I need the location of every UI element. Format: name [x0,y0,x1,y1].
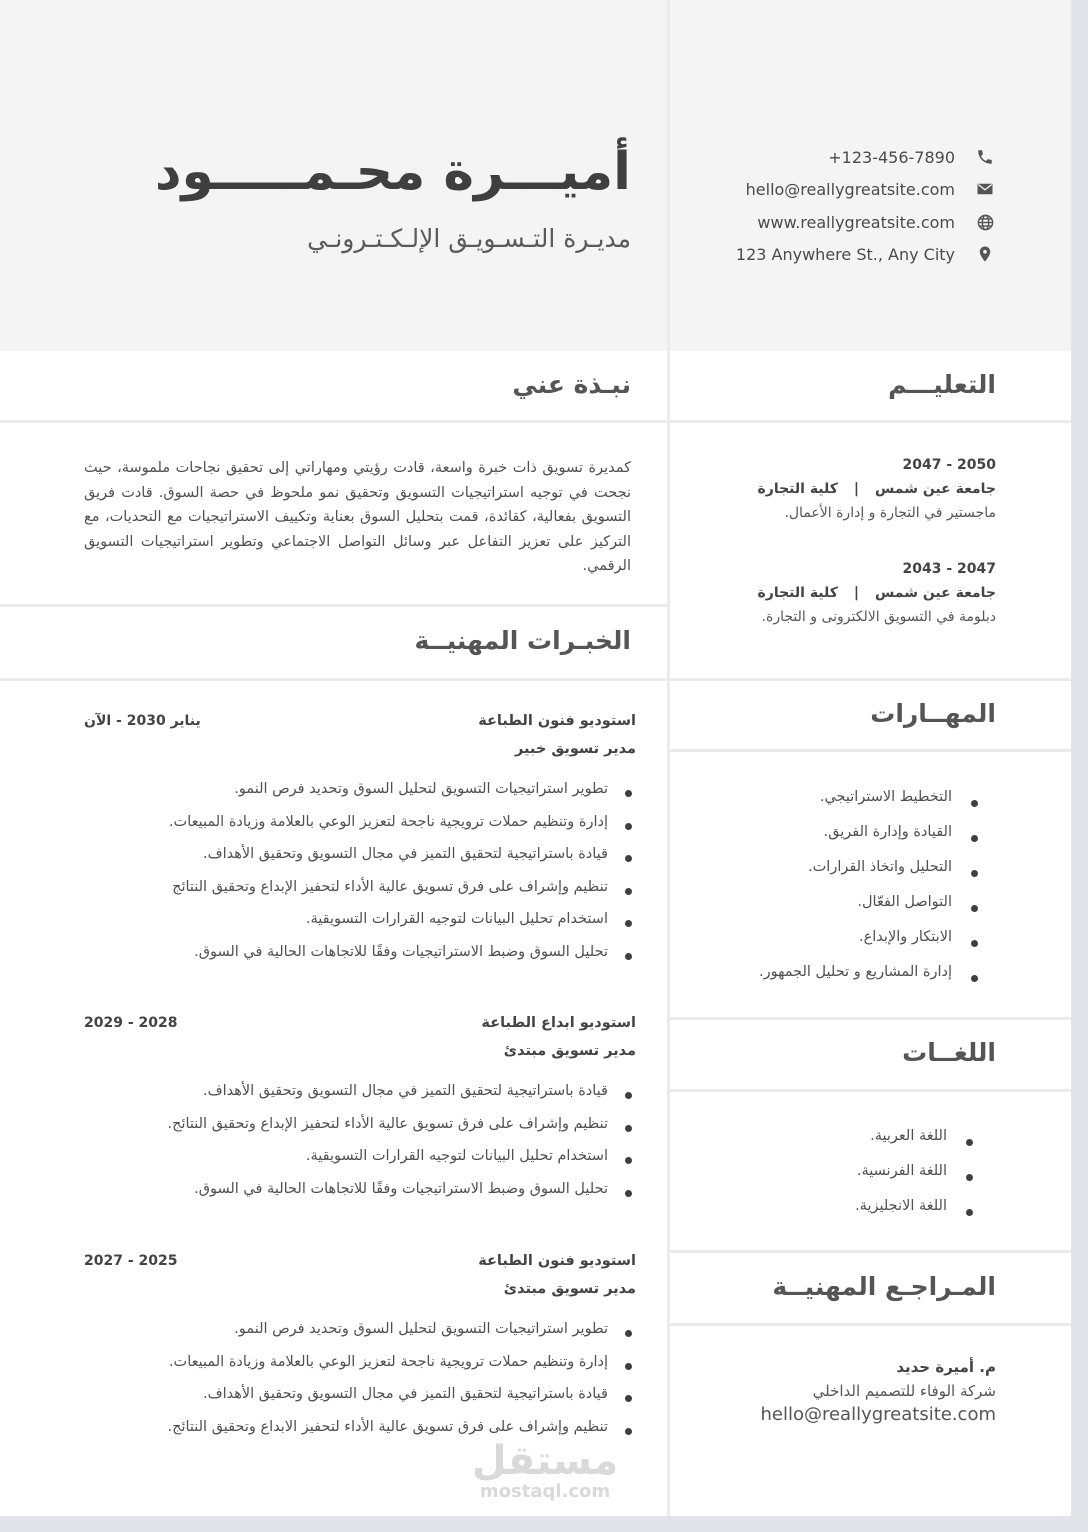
about-heading: نبـذة عني [512,370,631,399]
location-pin-icon [974,243,996,265]
list-item: تنظيم وإشراف على فرق تسويق عالية الأداء لتحفيز الإبداع وتحقيق النتائج [84,875,636,908]
contact-address [666,241,996,269]
list-item: إدارة المشاريع و تحليل الجمهور. [759,960,986,995]
university-name: جامعة عين شمس [875,585,996,601]
reference-company: شركة الوفاء للتصميم الداخلي [812,1382,996,1400]
job-role: مدير تسويق مبتدئ [503,1281,636,1297]
website-text[interactable]: www.reallygreatsite.com [757,213,955,232]
email-icon [974,178,996,200]
list-item: تطوير استراتيجيات التسويق لتحليل السوق وتحديد فرص النمو. [84,777,636,810]
list-item: الابتكار والإبداع. [759,925,986,960]
education-heading: التعليـــم [888,370,996,399]
contact-phone [666,144,996,172]
list-item: إدارة وتنظيم حملات ترويجية ناجحة لتعزيز الوعي بالعلامة وزيادة المبيعات. [84,810,636,843]
reference-entry [456,1358,996,1425]
education-divider [670,420,1071,423]
page-background-bottom [0,1516,1088,1532]
list-item: تنظيم وإشراف على فرق تسويق عالية الأداء لتحفيز الإبداع وتحقيق النتائج. [84,1112,636,1145]
job-role: مدير تسويق خبير [514,741,636,757]
watermark-arabic: مستقل [471,1438,619,1484]
reference-email[interactable]: hello@reallygreatsite.com [760,1404,996,1425]
list-item: القيادة وإدارة الفريق. [759,820,986,855]
job-company: استوديو ابداع الطباعة [481,1015,636,1031]
education-institution: جامعة عين شمس|كلية التجارة [757,481,996,497]
phone-text: +123-456-7890 [828,148,955,167]
skills-list [759,785,986,995]
job-2 [84,1015,636,1209]
job-date: 2025 - 2027 [84,1253,178,1269]
education-item-2 [476,561,996,625]
about-text: كمديرة تسويق ذات خبرة واسعة، قادت رؤيتي ومهاراتي إلى تحقيق نجاحات ملموسة، حيث نجحت في توجيه استراتيجيات التسويق وتحقيق نمو ملحوظ في حصة السوق. قادت فريق التسويق بفعالية، كقائدة، قمت بتحليل السوق بعناية وتكييف الاستراتيجيات مع التحديات، مع التركيز على تعزيز التفاعل عبر وسائل التواصل الاجتماعي وتطوير استراتيجيات التسويق الرقمي. [84,460,631,574]
list-item: اللغة الفرنسية. [855,1159,981,1194]
watermark-latin: mostaql.com [479,1481,611,1502]
job-company: استوديو فنون الطباعة [478,713,636,729]
globe-icon [974,211,996,233]
list-item: إدارة وتنظيم حملات ترويجية ناجحة لتعزيز الوعي بالعلامة وزيادة المبيعات. [84,1350,636,1383]
job-title: مديـرة التـسـويـق الإلـكـتـرونـي [307,224,631,253]
education-degree: ماجستير في التجارة و إدارة الأعمال. [784,505,996,521]
list-item: قيادة باستراتيجية لتحقيق التميز في مجال التسويق وتحقيق الأهداف. [84,1382,636,1415]
list-item: استخدام تحليل البيانات لتوجيه القرارات التسويقية. [84,907,636,940]
languages-heading: اللغــات [902,1038,996,1067]
job-1 [84,713,636,972]
list-item: تنظيم وإشراف على فرق تسويق عالية الأداء لتحفيز الابداع وتحقيق النتائج. [84,1415,636,1448]
reference-name: م. أميرة حديد [896,1358,996,1376]
references-heading: المـراجـع المهنيــة [772,1272,996,1301]
job-date: 2028 - 2029 [84,1015,178,1031]
list-item: تحليل السوق وضبط الاستراتيجيات وفقًا للاتجاهات الحالية في السوق. [84,940,636,973]
experience-heading: الخبـرات المهنيــة [414,626,631,655]
faculty-name: كلية التجارة [757,585,838,601]
education-degree: دبلومة في التسويق الالكترونى و التجارة. [761,609,996,625]
list-item: اللغة الانجليزية. [855,1194,981,1229]
job-role: مدير تسويق مبتدئ [503,1043,636,1059]
university-name: جامعة عين شمس [875,481,996,497]
watermark-logo [470,1440,620,1502]
education-years: 2043 - 2047 [902,561,996,577]
skills-top-divider [670,678,1071,681]
education-item-1 [476,457,996,521]
references-top-divider [670,1250,1071,1253]
skills-heading: المهــارات [870,699,996,728]
job-date: يناير 2030 - الآن [84,713,201,729]
languages-list [855,1124,981,1229]
full-name: أميـــرة محـمـــــود [154,142,631,202]
page-background-right [1071,0,1088,1532]
faculty-name: كلية التجارة [757,481,838,497]
list-item: تحليل السوق وضبط الاستراتيجيات وفقًا للاتجاهات الحالية في السوق. [84,1177,636,1210]
job-bullets [84,777,636,972]
contact-email [666,176,996,204]
job-company: استوديو فنون الطباعة [478,1253,636,1269]
education-institution: جامعة عين شمس|كلية التجارة [757,585,996,601]
list-item: قيادة باستراتيجية لتحقيق التميز في مجال التسويق وتحقيق الأهداف. [84,842,636,875]
phone-icon [974,146,996,168]
education-years: 2047 - 2050 [902,457,996,473]
contact-website [666,209,996,237]
list-item: اللغة العربية. [855,1124,981,1159]
languages-divider [670,1089,1071,1092]
about-divider [0,420,667,423]
skills-divider [670,749,1071,752]
job-bullets [84,1079,636,1209]
email-text[interactable]: hello@reallygreatsite.com [745,180,955,199]
list-item: قيادة باستراتيجية لتحقيق التميز في مجال التسويق وتحقيق الأهداف. [84,1079,636,1112]
list-item: تطوير استراتيجيات التسويق لتحليل السوق وتحديد فرص النمو. [84,1317,636,1350]
experience-divider [0,678,667,681]
list-item: التواصل الفعّال. [759,890,986,925]
list-item: التحليل واتخاذ القرارات. [759,855,986,890]
list-item: استخدام تحليل البيانات لتوجيه القرارات التسويقية. [84,1144,636,1177]
languages-top-divider [670,1017,1071,1020]
references-divider [670,1323,1071,1326]
list-item: التخطيط الاستراتيجي. [759,785,986,820]
address-text: 123 Anywhere St., Any City [735,245,955,264]
